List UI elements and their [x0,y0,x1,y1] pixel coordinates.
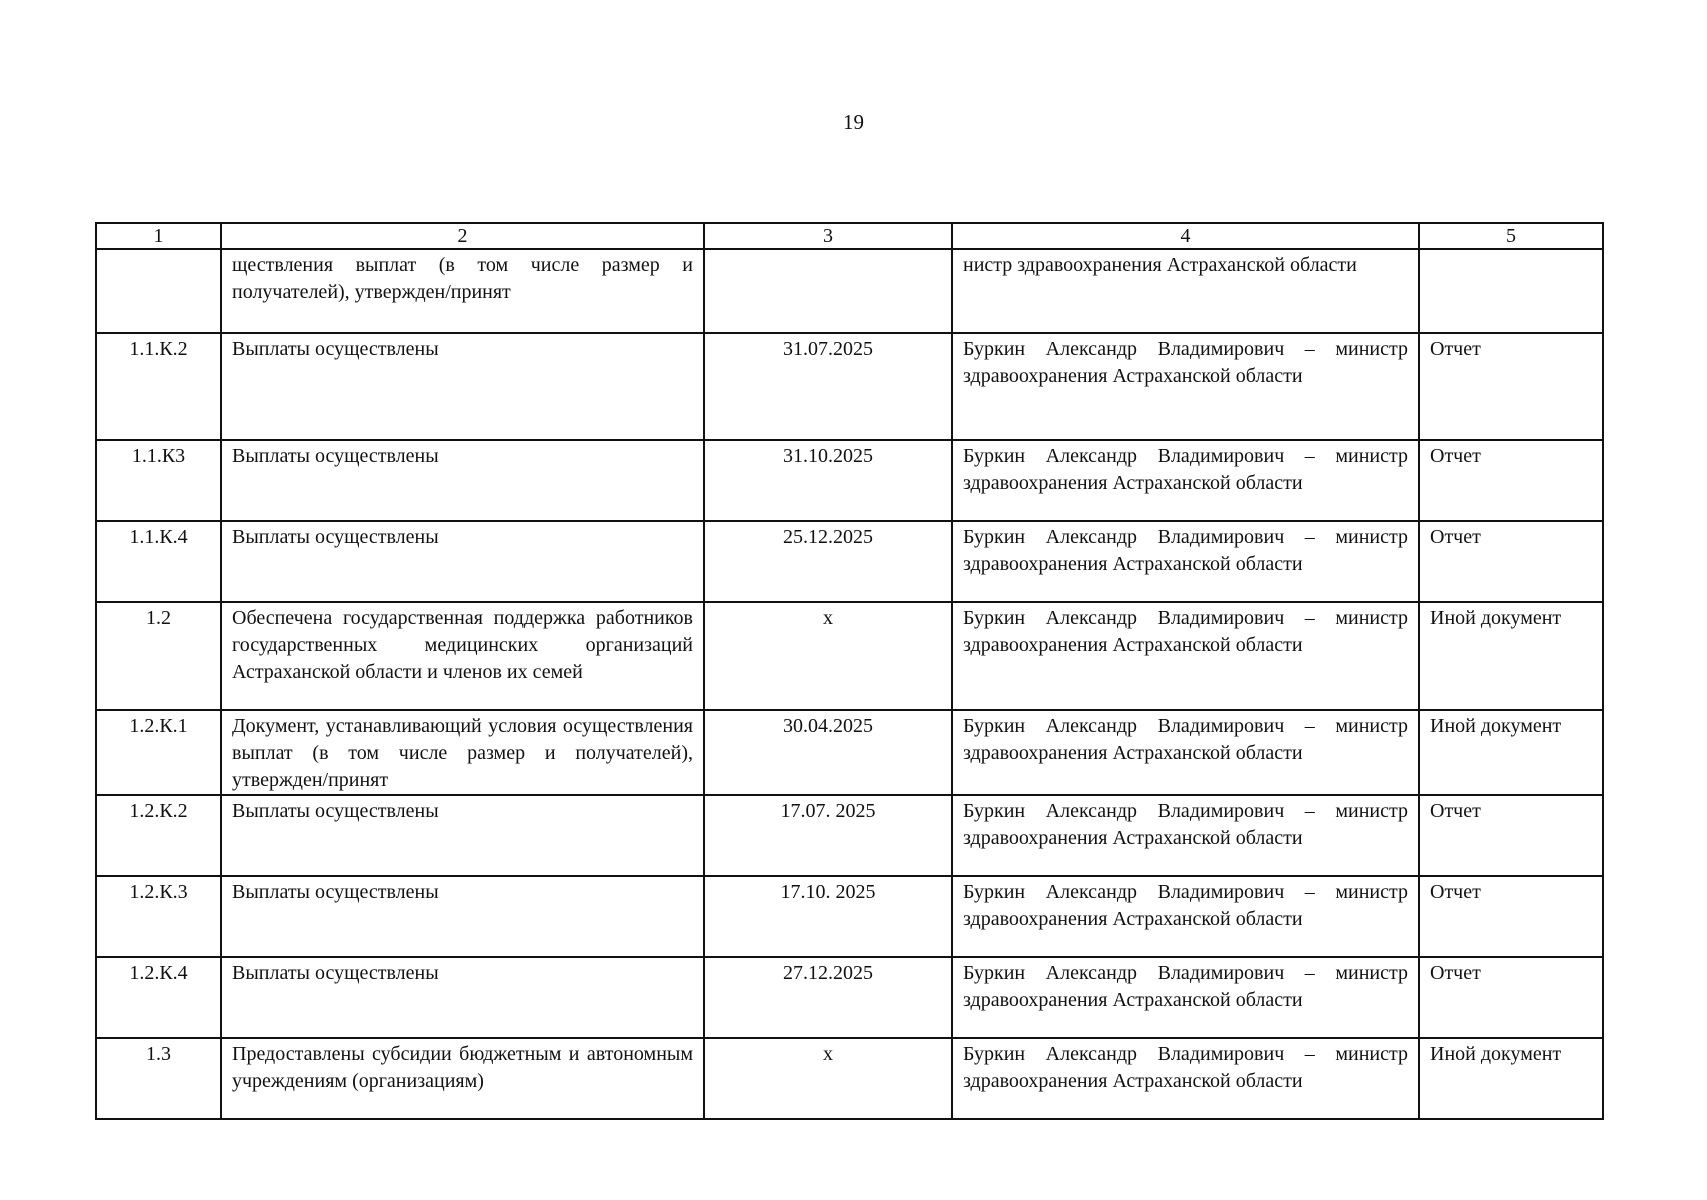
row-date: 31.07.2025 [704,333,952,440]
row-doc-type: Отчет [1419,440,1603,521]
table-row [96,1038,1603,1119]
row-doc-type: Отчет [1419,957,1603,1038]
row-code: 1.2.К.2 [96,795,221,876]
table-row [96,957,1603,1038]
table-row [96,876,1603,957]
row-responsible: Буркин Александр Владимирович – министр здравоохранения Астраханской области [952,602,1419,710]
row-date: 30.04.2025 [704,710,952,795]
row-result: Выплаты осуществлены [221,333,704,440]
plan-table [95,222,1604,1120]
row-doc-type: Иной документ [1419,710,1603,795]
row-doc-type: Иной документ [1419,1038,1603,1119]
row-doc-type: Иной документ [1419,602,1603,710]
row-code: 1.1.К.2 [96,333,221,440]
row-responsible: Буркин Александр Владимирович – министр здравоохранения Астраханской области [952,876,1419,957]
row-date: 27.12.2025 [704,957,952,1038]
table-header-row [96,223,1603,249]
row-date [704,249,952,333]
row-responsible: Буркин Александр Владимирович – министр здравоохранения Астраханской области [952,795,1419,876]
row-responsible: Буркин Александр Владимирович – министр здравоохранения Астраханской области [952,440,1419,521]
row-doc-type: Отчет [1419,333,1603,440]
row-date: х [704,602,952,710]
row-doc-type [1419,249,1603,333]
page-number: 19 [843,110,864,134]
row-code: 1.2.К.4 [96,957,221,1038]
row-code: 1.1.К.4 [96,521,221,602]
table-row [96,249,1603,333]
row-code: 1.2.К.1 [96,710,221,795]
row-date: 17.10. 2025 [704,876,952,957]
row-responsible: Буркин Александр Владимирович – министр здравоохранения Астраханской области [952,1038,1419,1119]
row-result: Выплаты осуществлены [221,521,704,602]
row-result: Документ, устанавливающий условия осуществления выплат (в том числе размер и получателей), утвержден/принят [221,710,704,795]
row-responsible: нистр здравоохранения Астраханской области [952,249,1419,333]
row-code: 1.3 [96,1038,221,1119]
table-row [96,710,1603,795]
row-result: Предоставлены субсидии бюджетным и автономным учреждениям (организациям) [221,1038,704,1119]
row-responsible: Буркин Александр Владимирович – министр здравоохранения Астраханской области [952,521,1419,602]
column-header: 1 [96,223,221,249]
column-header: 2 [221,223,704,249]
table-row [96,602,1603,710]
row-responsible: Буркин Александр Владимирович – министр здравоохранения Астраханской области [952,957,1419,1038]
row-code [96,249,221,333]
row-date: х [704,1038,952,1119]
row-result: Выплаты осуществлены [221,957,704,1038]
table-row [96,521,1603,602]
row-code: 1.2.К.3 [96,876,221,957]
table-row [96,333,1603,440]
row-result: Выплаты осуществлены [221,876,704,957]
row-result: ществления выплат (в том числе размер и получателей), утвержден/принят [221,249,704,333]
row-doc-type: Отчет [1419,521,1603,602]
row-result: Обеспечена государственная поддержка работников государственных медицинских организаций Астраханской области и членов их семей [221,602,704,710]
row-code: 1.2 [96,602,221,710]
row-responsible: Буркин Александр Владимирович – министр здравоохранения Астраханской области [952,710,1419,795]
table-row [96,795,1603,876]
row-doc-type: Отчет [1419,876,1603,957]
table-row [96,440,1603,521]
row-doc-type: Отчет [1419,795,1603,876]
column-header: 5 [1419,223,1603,249]
row-result: Выплаты осуществлены [221,440,704,521]
row-date: 25.12.2025 [704,521,952,602]
row-date: 17.07. 2025 [704,795,952,876]
row-result: Выплаты осуществлены [221,795,704,876]
column-header: 4 [952,223,1419,249]
row-responsible: Буркин Александр Владимирович – министр здравоохранения Астраханской области [952,333,1419,440]
row-date: 31.10.2025 [704,440,952,521]
row-code: 1.1.К3 [96,440,221,521]
column-header: 3 [704,223,952,249]
